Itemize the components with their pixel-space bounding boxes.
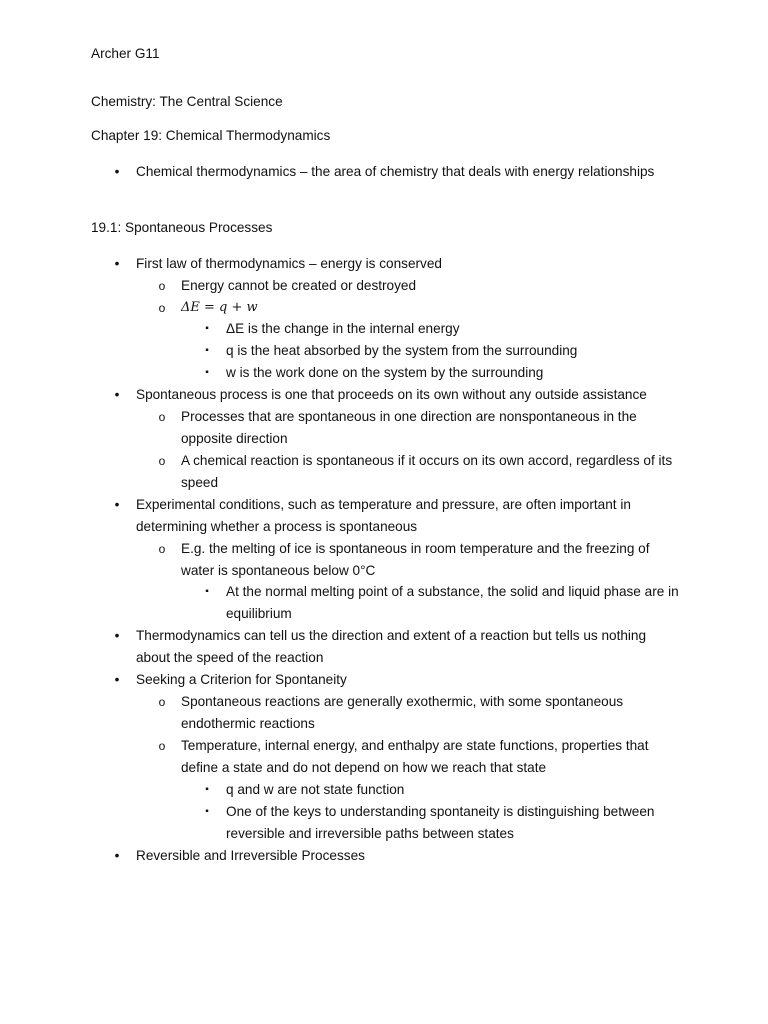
sub-sub-bullet-marker: ▪	[205, 784, 209, 795]
list-item: E.g. the melting of ice is spontaneous in room temperature and the freezing of water is spontaneous below 0°C	[181, 541, 650, 578]
book-title: Chemistry: The Central Science	[91, 94, 283, 109]
list-item: ΔE is the change in the internal energy	[226, 321, 460, 336]
list-item: A chemical reaction is spontaneous if it occurs on its own accord, regardless of its speed	[181, 453, 673, 490]
sub-sub-bullet-marker: ▪	[205, 586, 209, 597]
equation: ΔE = q + w	[181, 300, 258, 315]
sub-sub-bullet-marker: ▪	[205, 806, 209, 817]
sub-bullet-marker: o	[158, 454, 166, 468]
sub-bullet-marker: o	[158, 695, 166, 709]
sub-sub-bullet-marker: ▪	[205, 367, 209, 378]
list-item: One of the keys to understanding spontaneity is distinguishing between reversible and irreversible paths between states	[226, 804, 655, 841]
list-item: Chemical thermodynamics – the area of chemistry that deals with energy relationships	[136, 164, 655, 179]
bullet-marker: •	[114, 628, 120, 643]
bullet-marker: •	[114, 848, 120, 863]
list-item: Temperature, internal energy, and enthalpy are state functions, properties that define a state and do not depend on how we reach that state	[181, 738, 649, 775]
sub-bullet-marker: o	[158, 410, 166, 424]
list-item: Spontaneous reactions are generally exothermic, with some spontaneous endothermic reactions	[181, 694, 624, 731]
sub-sub-bullet-marker: ▪	[205, 323, 209, 334]
section-title: 19.1: Spontaneous Processes	[91, 220, 273, 235]
list-item: Seeking a Criterion for Spontaneity	[136, 672, 347, 687]
bullet-marker: •	[114, 256, 120, 271]
list-item: Thermodynamics can tell us the direction and extent of a reaction but tells us nothing about the speed of the reaction	[136, 628, 647, 665]
sub-sub-bullet-marker: ▪	[205, 345, 209, 356]
list-item: Energy cannot be created or destroyed	[181, 278, 417, 293]
bullet-marker: •	[114, 497, 120, 512]
bullet-marker: •	[114, 164, 120, 179]
sub-bullet-marker: o	[158, 739, 166, 753]
list-item: Processes that are spontaneous in one direction are nonspontaneous in the opposite direction	[181, 409, 637, 446]
list-item: q and w are not state function	[226, 782, 405, 797]
list-item: w is the work done on the system by the surrounding	[226, 365, 544, 380]
list-item: First law of thermodynamics – energy is conserved	[136, 256, 442, 271]
sub-bullet-marker: o	[158, 301, 166, 315]
author-header: Archer G11	[91, 46, 160, 61]
bullet-marker: •	[114, 672, 120, 687]
sub-bullet-marker: o	[158, 279, 166, 293]
chapter-title: Chapter 19: Chemical Thermodynamics	[91, 128, 331, 143]
bullet-marker: •	[114, 387, 120, 402]
list-item: Reversible and Irreversible Processes	[136, 848, 365, 863]
list-item: q is the heat absorbed by the system from the surrounding	[226, 343, 578, 358]
list-item: Experimental conditions, such as temperature and pressure, are often important in determining whether a process is spontaneous	[136, 497, 631, 534]
list-item: At the normal melting point of a substance, the solid and liquid phase are in equilibrium	[226, 584, 679, 621]
list-item: Spontaneous process is one that proceeds on its own without any outside assistance	[136, 387, 647, 402]
sub-bullet-marker: o	[158, 542, 166, 556]
